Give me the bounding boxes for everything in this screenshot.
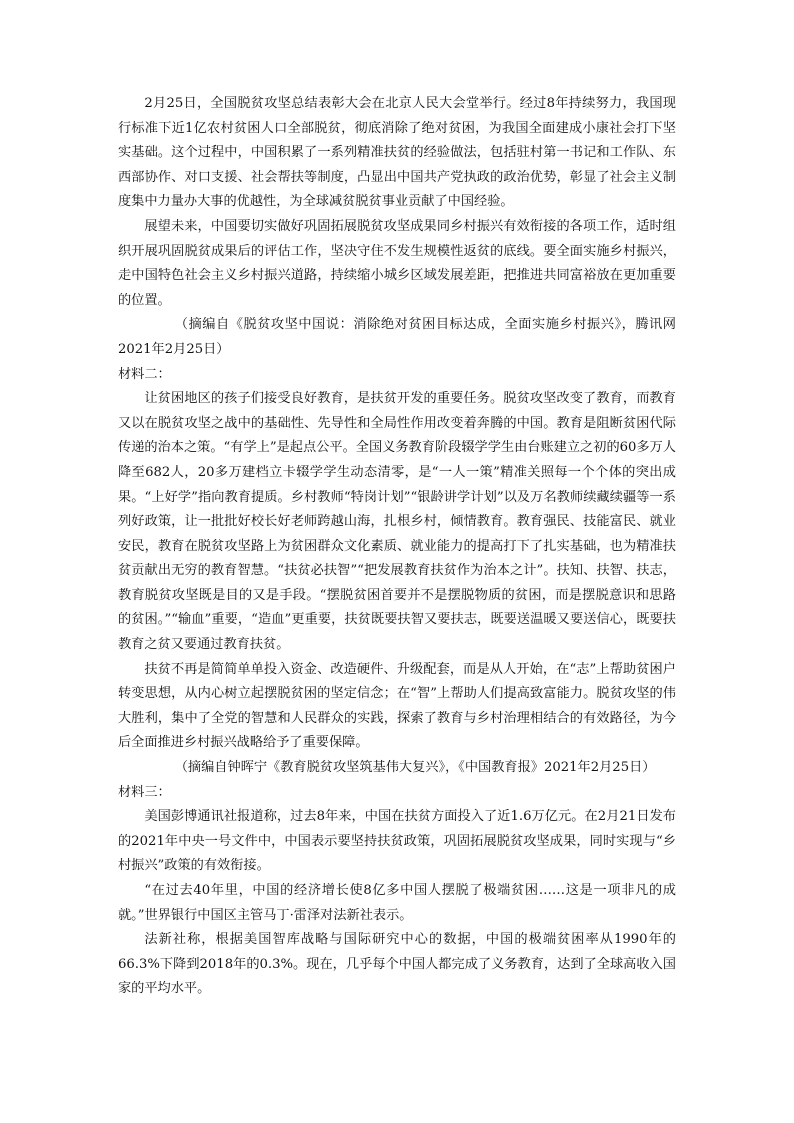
paragraph-poverty-change: 扶贫不再是简简单单投入资金、改造硬件、升级配套，而是从人开始，在“志”上帮助贫困户转变思想，从内心树立起摆脱贫困的坚定信念；在“智”上帮助人们提高致富能力。脱贫攻坚的伟大胜利，集中了全党的智慧和人民群众的实践，探索了教育与乡村治理相结合的有效路径，为今后全面推进乡村振兴战略给予了重要保障。 (118, 661, 676, 751)
paragraph-bloomberg: 美国彭博通讯社报道称，过去8年来，中国在扶贫方面投入了近1.6万亿元。在2月21日发布的2021年中央一号文件中，中国表示要坚持扶贫政策，巩固拓展脱贫攻坚成果，同时实现与“乡村振兴”政策的有效衔接。 (118, 809, 676, 874)
material-three-heading: 材料三： (118, 784, 171, 800)
paragraph-world-bank: “在过去40年里，中国的经济增长使8亿多中国人摆脱了极端贫困……这是一项非凡的成就。”世界银行中国区主管马丁·雷泽对法新社表示。 (118, 883, 676, 923)
paragraph-poverty-summit: 2月25日，全国脱贫攻坚总结表彰大会在北京人民大会堂举行。经过8年持续努力，我国现行标准下近1亿农村贫困人口全部脱贫，彻底消除了绝对贫困，为我国全面建成小康社会打下坚实基础。这个过程中，中国积累了一系列精准扶贫的经验做法，包括驻村第一书记和工作队、东西部协作、对口支援、社会帮扶等制度，凸显出中国共产党执政的政治优势，彰显了社会主义制度集中力量办大事的优越性，为全球减贫脱贫事业贡献了中国经验。 (118, 96, 676, 210)
source-citation-1: （摘编自《脱贫攻坚中国说：消除绝对贫困目标达成，全面实施乡村振兴》，腾讯网2021年2月25日） (118, 317, 676, 357)
source-citation-2: （摘编自钟晖宁《教育脱贫攻坚筑基伟大复兴》，《中国教育报》2021年2月25日） (174, 760, 656, 776)
paragraph-outlook: 展望未来，中国要切实做好巩固拓展脱贫攻坚成果同乡村振兴有效衔接的各项工作，适时组织开展巩固脱贫成果后的评估工作，坚决守住不发生规模性返贫的底线。要全面实施乡村振兴，走中国特色社会主义乡村振兴道路，持续缩小城乡区域发展差距，把推进共同富裕放在更加重要的位置。 (118, 218, 676, 308)
paragraph-education: 让贫困地区的孩子们接受良好教育，是扶贫开发的重要任务。脱贫攻坚改变了教育，而教育又以在脱贫攻坚之战中的基础性、先导性和全局性作用改变着奔腾的中国。教育是阻断贫困代际传递的治本之策。“有学上”是起点公平。全国义务教育阶段辍学学生由台账建立之初的60多万人降至682人，20多万建档立卡辍学学生动态清零，是“一人一策”精准关照每一个个体的突出成果。“上好学”指向教育提质。乡村教师“特岗计划”“银龄讲学计划”以及万名教师续藏续疆等一系列好政策，让一批批好校长好老师跨越山海，扎根乡村，倾情教育。教育强民、技能富民、就业安民，教育在脱贫攻坚路上为贫困群众文化素质、就业能力的提高打下了扎实基础，也为精准扶贫贡献出无穷的教育智慧。“扶贫必扶智”“把发展教育扶贫作为治本之计”。扶知、扶智、扶志，教育脱贫攻坚既是目的又是手段。“摆脱贫困首要并不是摆脱物质的贫困，而是摆脱意识和思路的贫困。”“输血”重要，“造血”更重要，扶贫既要扶智又要扶志，既要送温暖又要送信心，既要扶教育之贫又要通过教育扶贫。 (118, 391, 676, 653)
document-page (118, 92, 676, 1002)
paragraph-afp: 法新社称，根据美国智库战略与国际研究中心的数据，中国的极端贫困率从1990年的66.3%下降到2018年的0.3%。现在，几乎每个中国人都完成了义务教育，达到了全球高收入国家的平均水平。 (118, 932, 676, 997)
material-two-heading: 材料二： (118, 366, 171, 382)
